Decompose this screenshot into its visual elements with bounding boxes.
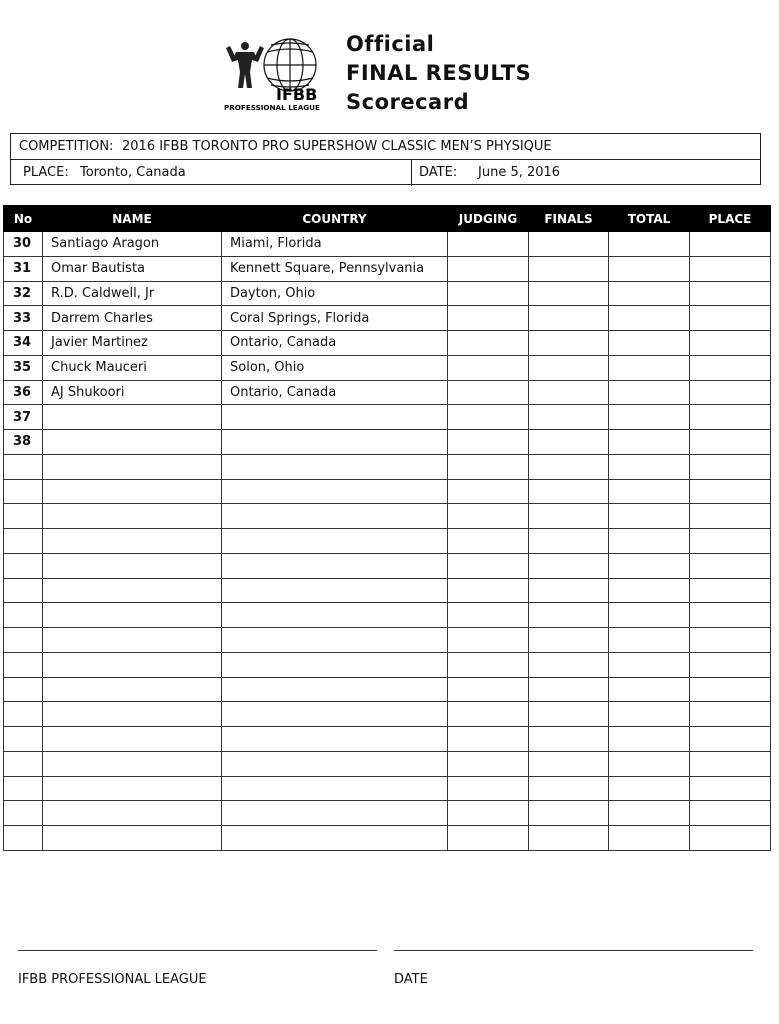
cell-judging <box>448 529 529 554</box>
cell-total <box>609 281 690 306</box>
cell-country <box>222 826 448 851</box>
cell-judging <box>448 331 529 356</box>
table-row <box>4 677 771 702</box>
table-row <box>4 727 771 752</box>
cell-no: 34 <box>4 331 43 356</box>
cell-name: Santiago Aragon <box>43 232 222 257</box>
cell-no <box>4 826 43 851</box>
table-row <box>4 380 771 405</box>
cell-country <box>222 529 448 554</box>
table-row <box>4 504 771 529</box>
cell-judging <box>448 776 529 801</box>
cell-no: 31 <box>4 256 43 281</box>
cell-judging <box>448 232 529 257</box>
cell-no <box>4 677 43 702</box>
cell-total <box>609 603 690 628</box>
cell-country <box>222 727 448 752</box>
cell-place <box>690 405 771 430</box>
table-row <box>4 306 771 331</box>
cell-judging <box>448 504 529 529</box>
cell-name: Chuck Mauceri <box>43 355 222 380</box>
cell-judging <box>448 751 529 776</box>
competition-value: 2016 IFBB TORONTO PRO SUPERSHOW CLASSIC MEN’S PHYSIQUE <box>122 139 552 154</box>
cell-name <box>43 801 222 826</box>
cell-no <box>4 702 43 727</box>
competition-row <box>11 134 760 160</box>
cell-name <box>43 504 222 529</box>
table-row <box>4 826 771 851</box>
cell-place <box>690 776 771 801</box>
table-row <box>4 603 771 628</box>
cell-place <box>690 628 771 653</box>
column-header-judging: JUDGING <box>448 206 529 232</box>
cell-no <box>4 504 43 529</box>
cell-total <box>609 430 690 455</box>
cell-judging <box>448 281 529 306</box>
cell-total <box>609 529 690 554</box>
cell-country <box>222 628 448 653</box>
cell-total <box>609 256 690 281</box>
table-row <box>4 553 771 578</box>
cell-no <box>4 801 43 826</box>
date-label: DATE: <box>419 165 458 180</box>
cell-country <box>222 603 448 628</box>
cell-country: Coral Springs, Florida <box>222 306 448 331</box>
cell-finals <box>529 256 609 281</box>
cell-place <box>690 306 771 331</box>
cell-finals <box>529 826 609 851</box>
cell-country: Solon, Ohio <box>222 355 448 380</box>
cell-finals <box>529 553 609 578</box>
table-row <box>4 479 771 504</box>
cell-no <box>4 727 43 752</box>
cell-no: 36 <box>4 380 43 405</box>
cell-judging <box>448 430 529 455</box>
cell-place <box>690 355 771 380</box>
info-divider <box>411 160 412 186</box>
cell-finals <box>529 504 609 529</box>
signature-label-league: IFBB PROFESSIONAL LEAGUE <box>18 972 207 987</box>
cell-total <box>609 677 690 702</box>
cell-name <box>43 479 222 504</box>
cell-no <box>4 553 43 578</box>
cell-place <box>690 380 771 405</box>
table-row <box>4 430 771 455</box>
cell-total <box>609 702 690 727</box>
cell-name <box>43 603 222 628</box>
signature-line-date <box>394 950 753 951</box>
cell-name <box>43 405 222 430</box>
place-label: PLACE: <box>23 165 69 180</box>
cell-place <box>690 529 771 554</box>
cell-name <box>43 652 222 677</box>
cell-country <box>222 504 448 529</box>
cell-name <box>43 826 222 851</box>
table-row <box>4 628 771 653</box>
cell-finals <box>529 430 609 455</box>
cell-name <box>43 430 222 455</box>
cell-place <box>690 232 771 257</box>
cell-country <box>222 801 448 826</box>
cell-total <box>609 628 690 653</box>
ifbb-logo <box>218 32 338 112</box>
cell-finals <box>529 281 609 306</box>
cell-place <box>690 652 771 677</box>
cell-judging <box>448 677 529 702</box>
cell-judging <box>448 826 529 851</box>
cell-judging <box>448 479 529 504</box>
cell-finals <box>529 529 609 554</box>
cell-judging <box>448 652 529 677</box>
cell-judging <box>448 578 529 603</box>
cell-country <box>222 578 448 603</box>
column-header-name: NAME <box>43 206 222 232</box>
cell-place <box>690 751 771 776</box>
cell-country: Ontario, Canada <box>222 380 448 405</box>
logo-text: IFBB <box>276 85 318 104</box>
table-row <box>4 355 771 380</box>
cell-judging <box>448 727 529 752</box>
cell-total <box>609 826 690 851</box>
cell-country <box>222 652 448 677</box>
title-line-2: FINAL RESULTS <box>346 61 532 85</box>
cell-no <box>4 751 43 776</box>
cell-total <box>609 504 690 529</box>
table-row <box>4 232 771 257</box>
table-row <box>4 801 771 826</box>
cell-name: AJ Shukoori <box>43 380 222 405</box>
cell-finals <box>529 355 609 380</box>
competition-label: COMPETITION: <box>19 139 114 154</box>
cell-name <box>43 553 222 578</box>
cell-no: 33 <box>4 306 43 331</box>
cell-total <box>609 331 690 356</box>
cell-place <box>690 281 771 306</box>
cell-no <box>4 529 43 554</box>
cell-no <box>4 652 43 677</box>
cell-finals <box>529 727 609 752</box>
cell-place <box>690 677 771 702</box>
cell-judging <box>448 603 529 628</box>
cell-finals <box>529 405 609 430</box>
scorecard-title <box>346 30 531 117</box>
date-value: June 5, 2016 <box>478 165 561 180</box>
table-row <box>4 529 771 554</box>
cell-name: Omar Bautista <box>43 256 222 281</box>
cell-name <box>43 454 222 479</box>
cell-place <box>690 702 771 727</box>
cell-finals <box>529 776 609 801</box>
cell-country: Miami, Florida <box>222 232 448 257</box>
cell-name <box>43 578 222 603</box>
column-header-country: COUNTRY <box>222 206 448 232</box>
table-row <box>4 331 771 356</box>
cell-country <box>222 430 448 455</box>
cell-country <box>222 677 448 702</box>
cell-total <box>609 652 690 677</box>
results-table <box>3 205 771 851</box>
signature-label-date: DATE <box>394 972 428 987</box>
cell-total <box>609 727 690 752</box>
cell-place <box>690 826 771 851</box>
cell-country: Ontario, Canada <box>222 331 448 356</box>
cell-total <box>609 578 690 603</box>
cell-finals <box>529 479 609 504</box>
cell-place <box>690 727 771 752</box>
cell-no: 38 <box>4 430 43 455</box>
table-row <box>4 578 771 603</box>
cell-place <box>690 603 771 628</box>
cell-finals <box>529 702 609 727</box>
column-header-no: No <box>4 206 43 232</box>
cell-finals <box>529 331 609 356</box>
cell-no <box>4 578 43 603</box>
cell-finals <box>529 380 609 405</box>
cell-judging <box>448 801 529 826</box>
cell-country <box>222 479 448 504</box>
cell-finals <box>529 603 609 628</box>
cell-finals <box>529 801 609 826</box>
cell-total <box>609 553 690 578</box>
cell-finals <box>529 578 609 603</box>
cell-no: 32 <box>4 281 43 306</box>
column-header-total: TOTAL <box>609 206 690 232</box>
cell-name <box>43 628 222 653</box>
column-header-place: PLACE <box>690 206 771 232</box>
table-row <box>4 281 771 306</box>
cell-no <box>4 603 43 628</box>
table-row <box>4 454 771 479</box>
cell-place <box>690 331 771 356</box>
cell-name <box>43 751 222 776</box>
cell-finals <box>529 751 609 776</box>
table-header-row <box>4 206 771 232</box>
cell-name <box>43 727 222 752</box>
cell-finals <box>529 628 609 653</box>
cell-judging <box>448 380 529 405</box>
column-header-finals: FINALS <box>529 206 609 232</box>
cell-finals <box>529 306 609 331</box>
place-date-row <box>11 160 760 186</box>
cell-place <box>690 578 771 603</box>
table-row <box>4 702 771 727</box>
cell-place <box>690 430 771 455</box>
cell-total <box>609 355 690 380</box>
cell-country <box>222 405 448 430</box>
cell-place <box>690 553 771 578</box>
cell-country <box>222 751 448 776</box>
cell-total <box>609 454 690 479</box>
cell-finals <box>529 454 609 479</box>
table-row <box>4 652 771 677</box>
cell-country: Dayton, Ohio <box>222 281 448 306</box>
cell-finals <box>529 652 609 677</box>
cell-name <box>43 776 222 801</box>
cell-place <box>690 479 771 504</box>
cell-country <box>222 553 448 578</box>
cell-name <box>43 702 222 727</box>
cell-total <box>609 801 690 826</box>
cell-name <box>43 677 222 702</box>
cell-country <box>222 454 448 479</box>
cell-total <box>609 306 690 331</box>
cell-total <box>609 232 690 257</box>
cell-no: 37 <box>4 405 43 430</box>
competition-info-box <box>10 133 761 185</box>
cell-name <box>43 529 222 554</box>
cell-total <box>609 479 690 504</box>
table-row <box>4 256 771 281</box>
bodybuilder-figure-icon <box>226 42 264 88</box>
cell-finals <box>529 677 609 702</box>
cell-name: Javier Martinez <box>43 331 222 356</box>
cell-no <box>4 479 43 504</box>
title-line-1: Official <box>346 32 435 56</box>
cell-place <box>690 256 771 281</box>
cell-place <box>690 454 771 479</box>
cell-no <box>4 776 43 801</box>
cell-total <box>609 380 690 405</box>
cell-country <box>222 776 448 801</box>
globe-icon <box>264 39 316 91</box>
cell-finals <box>529 232 609 257</box>
table-row <box>4 405 771 430</box>
cell-judging <box>448 702 529 727</box>
cell-judging <box>448 256 529 281</box>
cell-place <box>690 801 771 826</box>
title-line-3: Scorecard <box>346 90 470 114</box>
logo-subtext: PROFESSIONAL LEAGUE <box>224 103 320 112</box>
cell-no: 30 <box>4 232 43 257</box>
cell-judging <box>448 454 529 479</box>
signature-line-league <box>18 950 377 951</box>
cell-judging <box>448 405 529 430</box>
cell-judging <box>448 628 529 653</box>
cell-judging <box>448 355 529 380</box>
cell-country: Kennett Square, Pennsylvania <box>222 256 448 281</box>
cell-judging <box>448 553 529 578</box>
cell-no: 35 <box>4 355 43 380</box>
cell-total <box>609 751 690 776</box>
table-row <box>4 776 771 801</box>
cell-judging <box>448 306 529 331</box>
cell-name: R.D. Caldwell, Jr <box>43 281 222 306</box>
cell-name: Darrem Charles <box>43 306 222 331</box>
cell-country <box>222 702 448 727</box>
table-row <box>4 751 771 776</box>
cell-no <box>4 454 43 479</box>
cell-no <box>4 628 43 653</box>
cell-place <box>690 504 771 529</box>
cell-total <box>609 776 690 801</box>
place-value: Toronto, Canada <box>80 165 186 180</box>
cell-total <box>609 405 690 430</box>
